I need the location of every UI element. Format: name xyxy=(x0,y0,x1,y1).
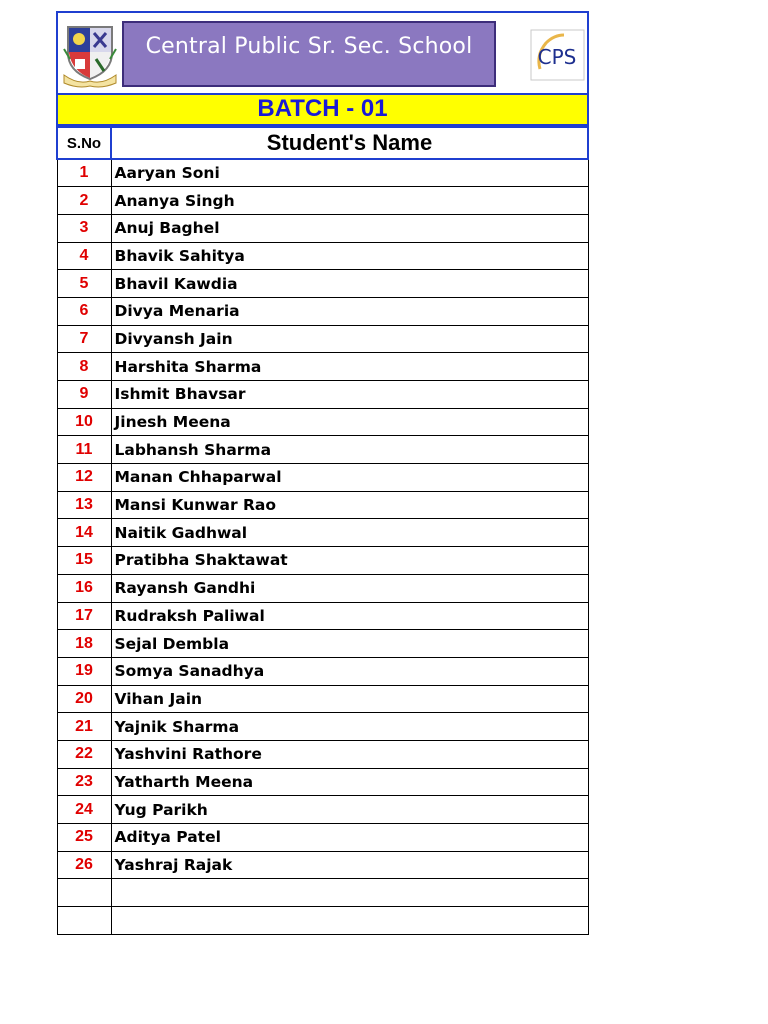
serial-number-cell: 23 xyxy=(57,768,111,796)
table-row xyxy=(57,851,588,879)
student-name-cell: Rayansh Gandhi xyxy=(111,574,588,602)
table-row xyxy=(57,879,588,907)
student-table xyxy=(56,126,589,935)
student-name-cell: Manan Chhaparwal xyxy=(111,464,588,492)
table-row xyxy=(57,159,588,187)
serial-number-cell: 16 xyxy=(57,574,111,602)
student-name-cell: Pratibha Shaktawat xyxy=(111,547,588,575)
serial-number-cell: 1 xyxy=(57,159,111,187)
table-row xyxy=(57,187,588,215)
serial-number-cell: 4 xyxy=(57,242,111,270)
serial-number-cell: 17 xyxy=(57,602,111,630)
cps-logo-text: CPS xyxy=(537,45,577,69)
serial-number-cell: 9 xyxy=(57,381,111,409)
serial-number-cell: 10 xyxy=(57,408,111,436)
student-name-cell xyxy=(111,907,588,935)
student-name-cell: Ishmit Bhavsar xyxy=(111,381,588,409)
serial-number-cell: 25 xyxy=(57,824,111,852)
student-name-cell xyxy=(111,879,588,907)
serial-number-cell: 21 xyxy=(57,713,111,741)
serial-number-cell: 12 xyxy=(57,464,111,492)
serial-number-cell: 26 xyxy=(57,851,111,879)
school-header xyxy=(56,11,589,95)
student-name-cell: Bhavik Sahitya xyxy=(111,242,588,270)
serial-number-cell: 22 xyxy=(57,740,111,768)
serial-number-cell: 3 xyxy=(57,214,111,242)
student-name-cell: Yajnik Sharma xyxy=(111,713,588,741)
school-crest-icon xyxy=(60,19,120,89)
table-row xyxy=(57,436,588,464)
table-row xyxy=(57,768,588,796)
school-name: Central Public Sr. Sec. School xyxy=(145,34,473,59)
student-name-cell: Aditya Patel xyxy=(111,824,588,852)
column-header-name: Student's Name xyxy=(111,127,588,159)
student-name-cell: Divya Menaria xyxy=(111,297,588,325)
student-name-cell: Yashraj Rajak xyxy=(111,851,588,879)
column-header-sno: S.No xyxy=(57,127,111,159)
serial-number-cell: 24 xyxy=(57,796,111,824)
table-row xyxy=(57,325,588,353)
serial-number-cell: 13 xyxy=(57,491,111,519)
table-row xyxy=(57,297,588,325)
serial-number-cell: 20 xyxy=(57,685,111,713)
student-name-cell: Vihan Jain xyxy=(111,685,588,713)
serial-number-cell: 14 xyxy=(57,519,111,547)
table-row xyxy=(57,242,588,270)
table-row xyxy=(57,408,588,436)
student-name-cell: Yug Parikh xyxy=(111,796,588,824)
serial-number-cell: 15 xyxy=(57,547,111,575)
serial-number-cell: 2 xyxy=(57,187,111,215)
student-name-cell: Aaryan Soni xyxy=(111,159,588,187)
serial-number-cell: 8 xyxy=(57,353,111,381)
table-row xyxy=(57,685,588,713)
student-name-cell: Jinesh Meena xyxy=(111,408,588,436)
table-row xyxy=(57,547,588,575)
table-row xyxy=(57,464,588,492)
table-row xyxy=(57,270,588,298)
student-name-cell: Naitik Gadhwal xyxy=(111,519,588,547)
serial-number-cell xyxy=(57,907,111,935)
table-header-row xyxy=(57,127,588,159)
student-name-cell: Labhansh Sharma xyxy=(111,436,588,464)
student-name-cell: Sejal Dembla xyxy=(111,630,588,658)
student-name-cell: Divyansh Jain xyxy=(111,325,588,353)
table-row xyxy=(57,713,588,741)
serial-number-cell: 18 xyxy=(57,630,111,658)
table-row xyxy=(57,574,588,602)
serial-number-cell: 11 xyxy=(57,436,111,464)
student-name-cell: Ananya Singh xyxy=(111,187,588,215)
student-name-cell: Bhavil Kawdia xyxy=(111,270,588,298)
cps-logo-icon xyxy=(530,29,585,81)
table-row xyxy=(57,796,588,824)
table-row xyxy=(57,907,588,935)
table-row xyxy=(57,630,588,658)
table-row xyxy=(57,602,588,630)
table-row xyxy=(57,824,588,852)
serial-number-cell xyxy=(57,879,111,907)
table-row xyxy=(57,353,588,381)
table-row xyxy=(57,491,588,519)
serial-number-cell: 5 xyxy=(57,270,111,298)
batch-title: BATCH - 01 xyxy=(56,95,589,126)
table-row xyxy=(57,214,588,242)
table-row xyxy=(57,657,588,685)
student-name-cell: Anuj Baghel xyxy=(111,214,588,242)
student-name-cell: Yatharth Meena xyxy=(111,768,588,796)
student-name-cell: Mansi Kunwar Rao xyxy=(111,491,588,519)
student-name-cell: Rudraksh Paliwal xyxy=(111,602,588,630)
table-row xyxy=(57,381,588,409)
student-name-cell: Somya Sanadhya xyxy=(111,657,588,685)
student-name-cell: Yashvini Rathore xyxy=(111,740,588,768)
serial-number-cell: 19 xyxy=(57,657,111,685)
school-title-banner xyxy=(122,21,496,87)
serial-number-cell: 7 xyxy=(57,325,111,353)
table-row xyxy=(57,519,588,547)
student-name-cell: Harshita Sharma xyxy=(111,353,588,381)
serial-number-cell: 6 xyxy=(57,297,111,325)
student-list-sheet xyxy=(56,11,589,935)
table-row xyxy=(57,740,588,768)
